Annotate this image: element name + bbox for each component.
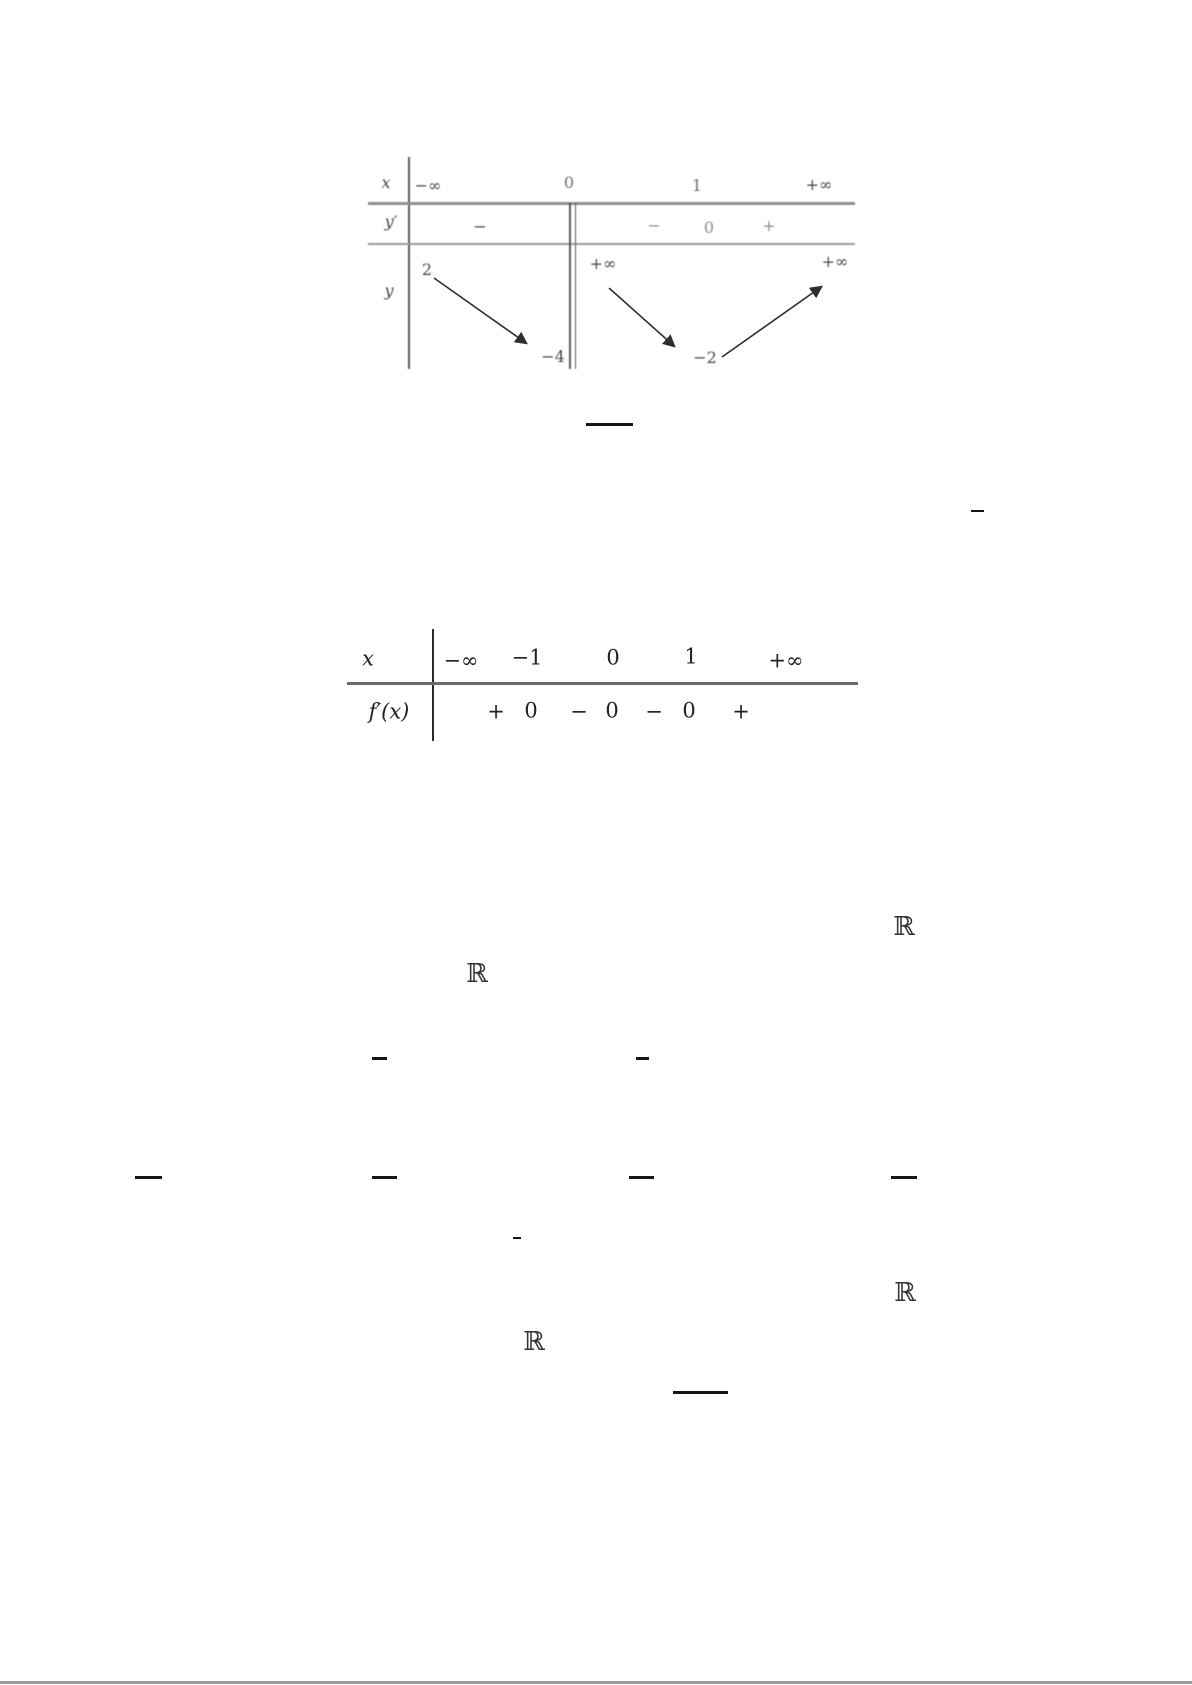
sign-zero: 0 — [524, 698, 538, 723]
derivative-sign-minus-left: − — [473, 217, 487, 236]
function-limit-after-zero: +∞ — [589, 254, 617, 273]
derivative-sign-zero: 0 — [703, 218, 715, 237]
x-value-neg-one: −1 — [511, 645, 543, 670]
real-set-symbol: ℝ — [894, 1278, 916, 1308]
fraction-bar — [372, 1057, 387, 1060]
table-axis-line — [432, 629, 434, 741]
x-variable-label: x — [362, 646, 374, 671]
x-variable-label: x — [381, 173, 391, 192]
fraction-bar — [586, 423, 633, 426]
sign-minus: − — [570, 699, 588, 724]
fraction-bar — [372, 1176, 397, 1179]
discontinuity-double-line-left — [569, 203, 571, 369]
derivative-row-label: y′ — [384, 212, 398, 231]
fraction-bar — [971, 510, 984, 512]
sign-zero: 0 — [605, 698, 619, 723]
table-header-separator — [347, 682, 858, 685]
function-left-limit: −4 — [541, 347, 565, 366]
fraction-bar — [135, 1176, 162, 1179]
x-value-neg-infinity: −∞ — [443, 648, 479, 673]
sign-minus: − — [645, 699, 663, 724]
x-value-pos-infinity: +∞ — [768, 648, 804, 673]
real-set-symbol: ℝ — [466, 959, 488, 989]
x-value-zero: 0 — [606, 645, 620, 670]
page-bottom-border — [0, 1681, 1192, 1684]
x-value-neg-infinity: −∞ — [414, 176, 442, 195]
real-set-symbol: ℝ — [893, 912, 915, 942]
function-start-value: 2 — [421, 260, 433, 279]
x-value-one: 1 — [691, 176, 703, 195]
sign-zero: 0 — [682, 698, 696, 723]
function-local-min: −2 — [693, 348, 717, 367]
fraction-bar — [673, 1391, 728, 1394]
derivative-sign-plus: + — [762, 216, 776, 235]
x-value-one: 1 — [684, 644, 698, 669]
real-set-symbol: ℝ — [523, 1327, 545, 1357]
discontinuity-double-line-right — [575, 203, 577, 369]
fraction-bar — [629, 1176, 654, 1179]
fraction-bar — [636, 1057, 649, 1060]
table-header-separator — [368, 202, 855, 205]
table-derivative-separator — [368, 243, 855, 245]
fraction-bar — [891, 1176, 917, 1179]
derivative-sign-minus-mid: − — [647, 216, 661, 235]
x-value-pos-infinity: +∞ — [805, 175, 833, 194]
sign-plus: + — [487, 699, 505, 724]
function-row-label: y — [384, 281, 394, 300]
minus-dash — [513, 1237, 521, 1239]
x-value-zero: 0 — [563, 173, 575, 192]
table-axis-line — [408, 157, 410, 369]
derivative-row-label: f′(x) — [368, 699, 410, 724]
sign-plus: + — [732, 699, 750, 724]
function-end-limit: +∞ — [821, 252, 849, 271]
